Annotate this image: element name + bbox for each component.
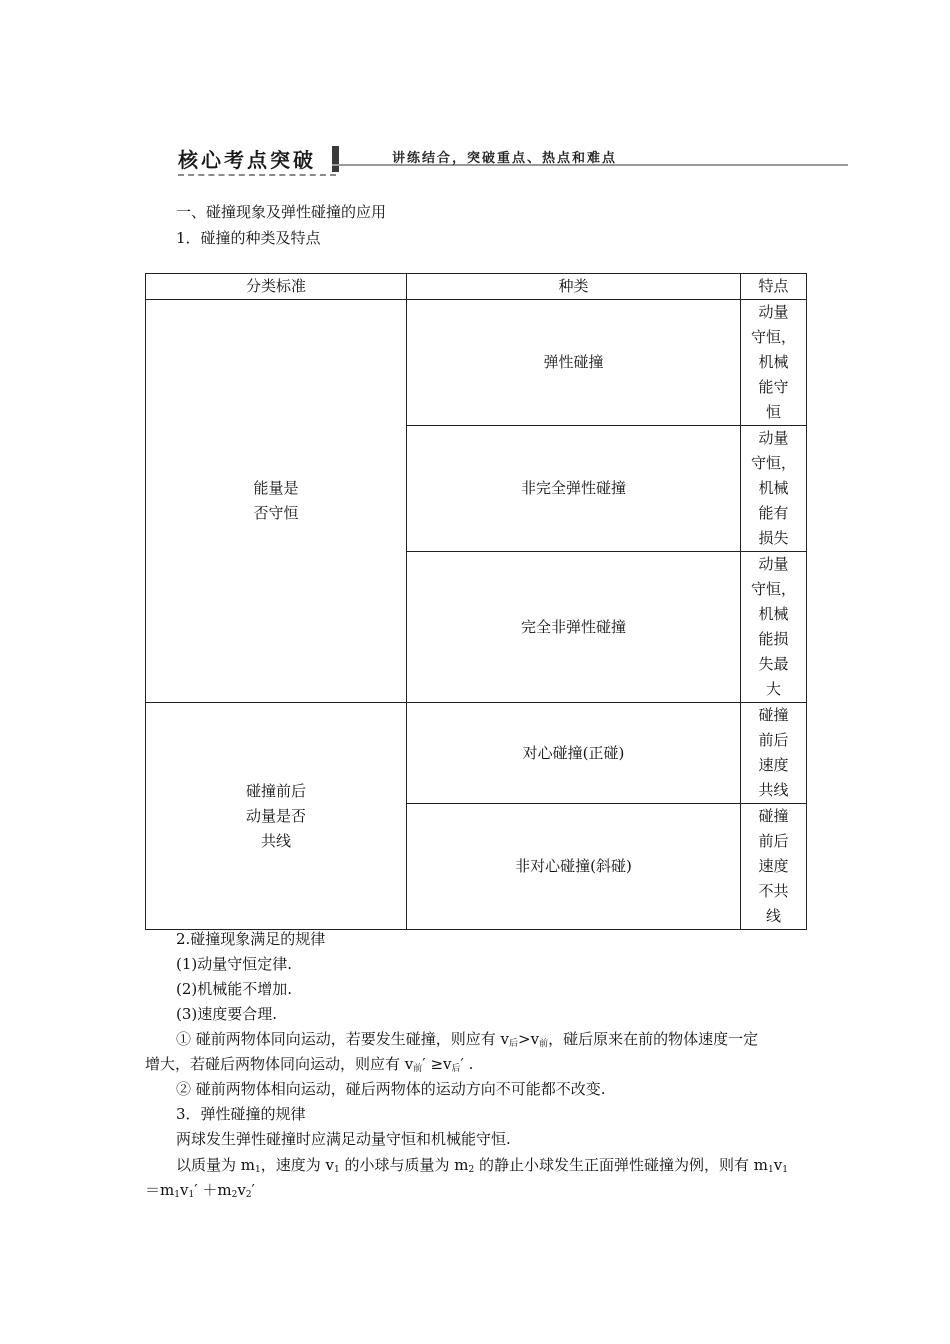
section-banner <box>178 140 848 180</box>
header-kind: 种类 <box>407 274 741 300</box>
banner-dashed-underline <box>178 174 336 176</box>
rule-item: (2)机械能不增加. <box>176 980 293 998</box>
collision-classification-table <box>145 273 807 930</box>
criterion-cell: 碰撞前后 动量是否 共线 <box>146 703 407 930</box>
table-header-row <box>146 274 807 300</box>
header-feature: 特点 <box>741 274 807 300</box>
rule-item: (1)动量守恒定律. <box>176 955 293 973</box>
kind-cell: 弹性碰撞 <box>407 300 741 426</box>
banner-subtitle: 讲练结合，突破重点、热点和难点 <box>392 151 618 166</box>
table-row <box>146 703 807 804</box>
banner-divider-bar <box>332 146 339 172</box>
banner-title: 核心考点突破 <box>178 148 316 172</box>
feature-cell: 动量 守恒， 机械 能守 恒 <box>741 300 807 426</box>
rule-1-line-1: ① 碰前两物体同向运动，若要发生碰撞，则应有 $v_后>v_前$，碰后原来在前的物体速度一定 <box>176 1030 759 1049</box>
criterion-cell: 能量是 否守恒 <box>146 300 407 703</box>
kind-cell: 非完全弹性碰撞 <box>407 426 741 552</box>
kind-cell: 非对心碰撞(斜碰) <box>407 804 741 930</box>
section-3-line-2: 以质量为 $m_1$，速度为 $v_1$ 的小球与质量为 $m_2$ 的静止小球发生正面弹性碰撞为例，则有 $m_1v_1$ <box>176 1156 788 1175</box>
table-row <box>146 300 807 426</box>
kind-cell: 完全非弹性碰撞 <box>407 552 741 703</box>
feature-cell: 动量 守恒， 机械 能有 损失 <box>741 426 807 552</box>
feature-cell: 碰撞 前后 速度 共线 <box>741 703 807 804</box>
section-2-title: 2.碰撞现象满足的规律 <box>176 930 326 948</box>
heading-1: 一、碰撞现象及弹性碰撞的应用 <box>176 203 387 221</box>
kind-cell: 对心碰撞(正碰) <box>407 703 741 804</box>
rule-2: ② 碰前两物体相向运动，碰后两物体的运动方向不可能都不改变. <box>176 1080 606 1098</box>
section-3-title: 3．弹性碰撞的规律 <box>176 1105 306 1123</box>
heading-1-1: 1．碰撞的种类及特点 <box>176 229 321 247</box>
section-3-line-1: 两球发生弹性碰撞时应满足动量守恒和机械能守恒. <box>176 1130 511 1148</box>
header-criterion: 分类标准 <box>146 274 407 300</box>
section-3-line-3: $=m_1v_1' +m_2v_2'$ <box>145 1181 255 1200</box>
feature-cell: 动量 守恒， 机械 能损 失最 大 <box>741 552 807 703</box>
rule-1-line-2: 增大，若碰后两物体同向运动，则应有 $v_前' \ge v_后'$ . <box>145 1055 474 1074</box>
rule-item: (3)速度要合理. <box>176 1005 278 1023</box>
feature-cell: 碰撞 前后 速度 不共 线 <box>741 804 807 930</box>
